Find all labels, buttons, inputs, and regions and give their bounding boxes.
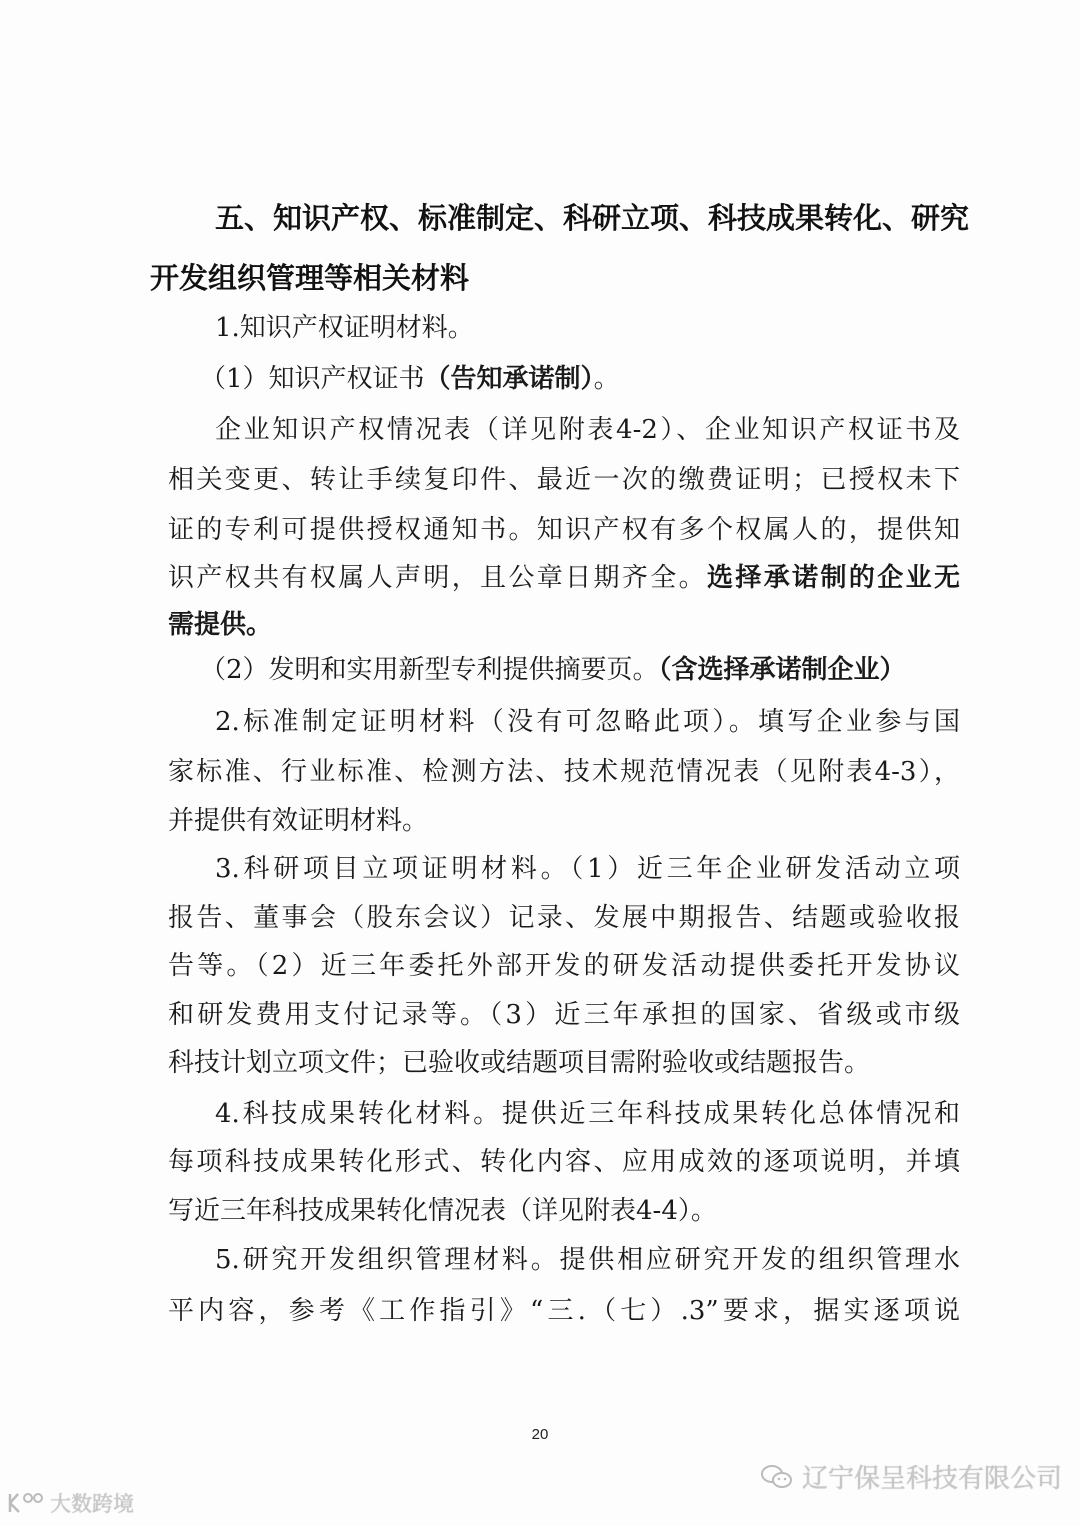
text: 3.科研项目立项证明材料。（1）近三年企业研发活动立项 xyxy=(215,854,960,885)
paragraph-line xyxy=(168,997,960,1033)
text: 5.研究开发组织管理材料。提供相应研究开发的组织管理水 xyxy=(215,1245,960,1276)
paragraph-line xyxy=(168,900,960,936)
wechat-account-name: 辽宁保呈科技有限公司 xyxy=(802,1464,1063,1494)
text: 证的专利可提供授权通知书。知识产权有多个权属人的，提供知 xyxy=(168,514,960,545)
paragraph-line xyxy=(215,1242,960,1278)
paragraph-line xyxy=(168,560,960,596)
text: 开发组织管理等相关材料 xyxy=(150,260,470,295)
paragraph-line xyxy=(168,1193,960,1229)
text: 平内容，参考《工作指引》“三.（七）.3”要求，据实逐项说 xyxy=(168,1295,960,1326)
text: 报告、董事会（股东会议）记录、发展中期报告、结题或验收报 xyxy=(168,902,960,933)
text: 。 xyxy=(593,364,620,395)
bold-text: （告知承诺制） xyxy=(424,364,594,395)
text: 4.科技成果转化材料。提供近三年科技成果转化总体情况和 xyxy=(215,1098,960,1129)
paragraph-line xyxy=(215,310,960,346)
source-name: 大数跨境 xyxy=(50,1492,134,1516)
section-heading-line xyxy=(150,257,960,299)
paragraph-line xyxy=(215,1096,960,1132)
text: （2）发明和实用新型专利提供摘要页。 xyxy=(200,655,659,686)
paragraph-line xyxy=(168,754,960,790)
text: 识产权共有权属人声明，且公章日期齐全。 xyxy=(168,563,708,594)
text: 企业知识产权情况表（详见附表4-2）、企业知识产权证书及 xyxy=(215,414,960,445)
paragraph-line xyxy=(168,1045,960,1081)
paragraph-line xyxy=(215,704,960,740)
text: 科技计划立项文件；已验收或结题项目需附验收或结题报告。 xyxy=(168,1048,871,1079)
text: （1）知识产权证书 xyxy=(200,364,425,395)
page-number: 20 xyxy=(531,1426,549,1443)
paragraph-line xyxy=(168,462,960,498)
text: 写近三年科技成果转化情况表（详见附表4-4）。 xyxy=(168,1195,717,1226)
paragraph-line xyxy=(215,412,960,448)
bold-text: 选择承诺制的企业无 xyxy=(707,563,960,594)
paragraph-line xyxy=(200,652,960,688)
source-watermark xyxy=(6,1488,134,1518)
section-heading-line xyxy=(215,197,970,239)
bold-text: （含选择承诺制企业） xyxy=(658,655,906,686)
logo-icon xyxy=(6,1490,46,1516)
wechat-icon xyxy=(760,1463,794,1491)
text: 2.标准制定证明材料（没有可忽略此项）。填写企业参与国 xyxy=(215,706,960,737)
text: 五、知识产权、标准制定、科研立项、科技成果转化、研究 xyxy=(215,201,970,236)
text: 家标准、行业标准、检测方法、技术规范情况表（见附表4-3）， xyxy=(168,757,960,788)
text: 和研发费用支付记录等。（3）近三年承担的国家、省级或市级 xyxy=(168,999,960,1030)
bold-text: 需提供。 xyxy=(168,609,273,640)
text: 1.知识产权证明材料。 xyxy=(215,312,474,343)
text: 并提供有效证明材料。 xyxy=(168,805,429,836)
wechat-watermark xyxy=(760,1458,1062,1495)
paragraph-line xyxy=(168,948,960,984)
paragraph-line xyxy=(168,607,960,643)
text: 相关变更、转让手续复印件、最近一次的缴费证明；已授权未下 xyxy=(168,465,960,496)
paragraph-line xyxy=(168,1293,960,1329)
paragraph-line xyxy=(168,1144,960,1180)
text: 每项科技成果转化形式、转化内容、应用成效的逐项说明，并填 xyxy=(168,1147,960,1178)
text: 告等。（2）近三年委托外部开发的研发活动提供委托开发协议 xyxy=(168,951,960,982)
paragraph-line xyxy=(200,361,960,397)
paragraph-line xyxy=(168,512,960,548)
paragraph-line xyxy=(168,803,960,839)
paragraph-line xyxy=(215,851,960,887)
